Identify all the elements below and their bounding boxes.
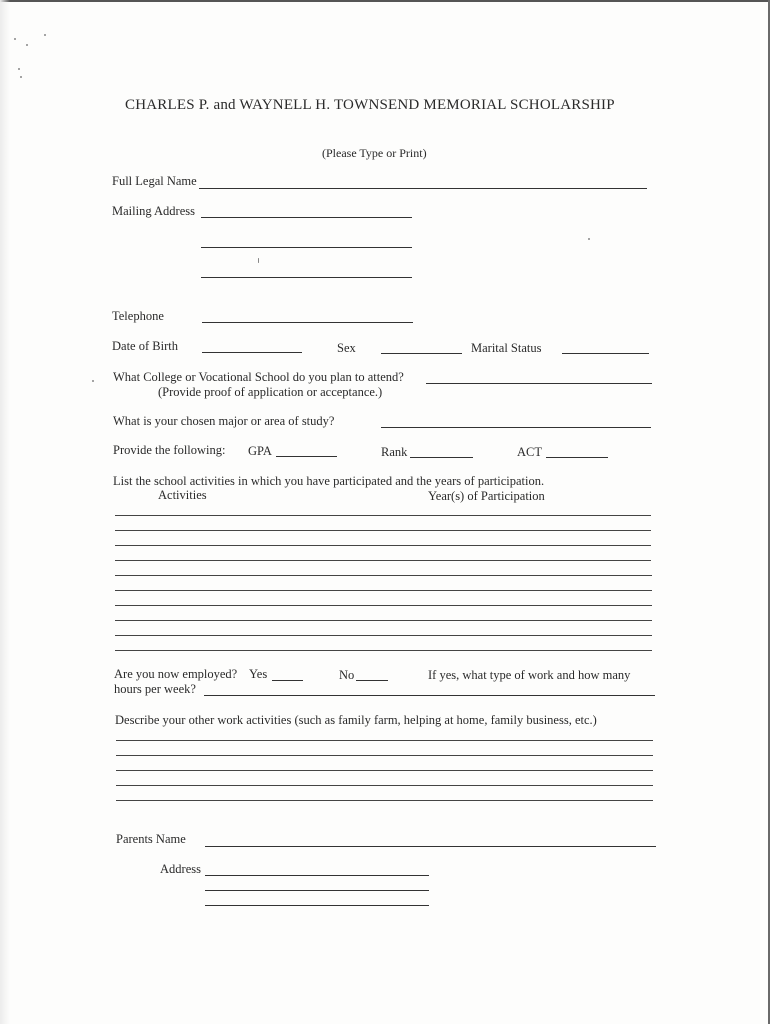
scan-top-edge — [0, 0, 770, 2]
activities-line[interactable] — [115, 620, 652, 621]
scan-speck — [20, 76, 22, 78]
gpa-field[interactable] — [276, 456, 337, 457]
scan-speck — [44, 34, 46, 36]
parents-address-line-1[interactable] — [205, 875, 429, 876]
college-note: (Provide proof of application or acceptance.) — [158, 385, 383, 399]
yes-label: Yes — [249, 667, 268, 681]
parents-address-label: Address — [160, 862, 201, 876]
date-of-birth-label: Date of Birth — [112, 339, 178, 353]
activities-line[interactable] — [115, 590, 652, 591]
major-field[interactable] — [381, 427, 651, 428]
telephone-label: Telephone — [112, 309, 164, 323]
marital-status-field[interactable] — [562, 353, 649, 354]
activities-line[interactable] — [115, 605, 652, 606]
activities-instruction: List the school activities in which you have participated and the years of participation. — [113, 474, 545, 488]
work-type-question: If yes, what type of work and how many — [428, 668, 631, 682]
sex-field[interactable] — [381, 353, 462, 354]
date-of-birth-field[interactable] — [202, 352, 302, 353]
scan-speck — [14, 38, 16, 40]
scan-speck — [258, 258, 259, 263]
hours-per-week-label: hours per week? — [114, 682, 196, 696]
activities-line[interactable] — [115, 575, 652, 576]
telephone-field[interactable] — [202, 322, 413, 323]
rank-label: Rank — [381, 445, 408, 459]
employed-no-field[interactable] — [356, 680, 388, 681]
act-label: ACT — [517, 445, 542, 459]
scan-speck — [18, 68, 20, 70]
activities-line[interactable] — [115, 650, 652, 651]
mailing-address-line-3[interactable] — [201, 277, 412, 278]
other-work-line[interactable] — [116, 785, 653, 786]
other-work-line[interactable] — [116, 800, 653, 801]
parents-name-field[interactable] — [205, 846, 656, 847]
activities-line[interactable] — [115, 560, 651, 561]
scan-speck — [26, 44, 28, 46]
other-work-question: Describe your other work activities (such as family farm, helping at home, family business, etc.) — [115, 713, 597, 727]
parents-name-label: Parents Name — [116, 832, 186, 846]
college-field[interactable] — [426, 383, 652, 384]
mailing-address-line-2[interactable] — [201, 247, 412, 248]
college-question: What College or Vocational School do you plan to attend? — [113, 370, 404, 384]
scan-speck — [588, 238, 590, 240]
form-title: CHARLES P. and WAYNELL H. TOWNSEND MEMORIAL SCHOLARSHIP — [125, 97, 615, 113]
marital-status-label: Marital Status — [471, 341, 542, 355]
act-field[interactable] — [546, 457, 608, 458]
activities-line[interactable] — [115, 515, 651, 516]
activities-column-header: Activities — [158, 488, 207, 502]
activities-line[interactable] — [115, 530, 651, 531]
mailing-address-label: Mailing Address — [112, 204, 195, 218]
form-subtitle: (Please Type or Print) — [322, 146, 427, 160]
scan-left-shade — [0, 0, 10, 1024]
scan-speck — [92, 380, 94, 382]
no-label: No — [339, 668, 355, 682]
parents-address-line-2[interactable] — [205, 890, 429, 891]
sex-label: Sex — [337, 341, 356, 355]
other-work-line[interactable] — [116, 770, 653, 771]
other-work-line[interactable] — [116, 755, 653, 756]
employed-yes-field[interactable] — [272, 680, 303, 681]
employed-question: Are you now employed? — [114, 667, 238, 681]
activities-line[interactable] — [115, 545, 651, 546]
provide-following-label: Provide the following: — [113, 443, 226, 457]
rank-field[interactable] — [410, 457, 473, 458]
full-legal-name-label: Full Legal Name — [112, 174, 197, 188]
major-question: What is your chosen major or area of study? — [113, 414, 335, 428]
mailing-address-line-1[interactable] — [201, 217, 412, 218]
activities-line[interactable] — [115, 635, 652, 636]
years-column-header: Year(s) of Participation — [428, 489, 545, 503]
gpa-label: GPA — [248, 444, 272, 458]
work-type-hours-field[interactable] — [204, 695, 655, 696]
other-work-line[interactable] — [116, 740, 653, 741]
parents-address-line-3[interactable] — [205, 905, 429, 906]
full-legal-name-field[interactable] — [199, 188, 647, 189]
